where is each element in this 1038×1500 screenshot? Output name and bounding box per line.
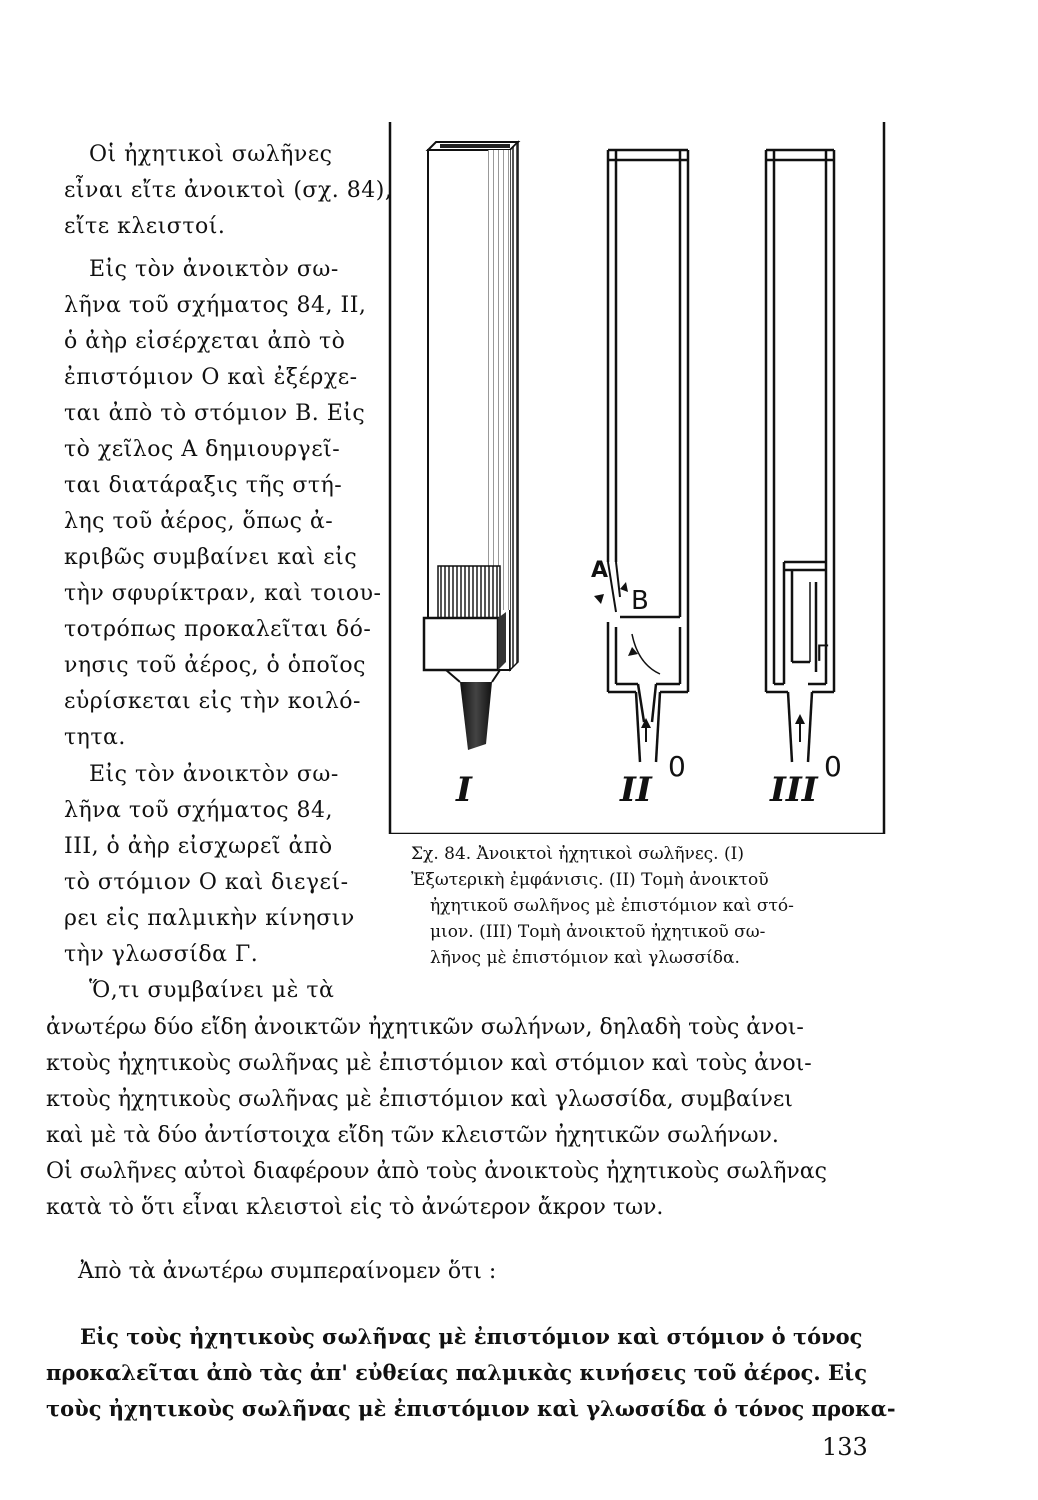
- pipe-2-section: [608, 150, 688, 762]
- label-b: B: [631, 586, 649, 616]
- text-line: τὴν σφυρίκτραν, καὶ τοιου-: [64, 581, 382, 606]
- text-line: λῆνα τοῦ σχήματος 84, II,: [64, 293, 367, 318]
- text-line: εἴτε κλειστοί.: [64, 214, 226, 239]
- text-line: ἀνωτέρω δύο εἴδη ἀνοικτῶν ἠχητικῶν σωλήνων, δηλαδὴ τοὺς ἀνοι-: [46, 1015, 804, 1040]
- label-a: A: [591, 558, 609, 583]
- text-line: κτοὺς ἠχητικοὺς σωλῆνας μὲ ἐπιστόμιον καὶ στόμιον καὶ τοὺς ἀνοι-: [46, 1051, 812, 1076]
- text-line: Οἱ ἠχητικοὶ σωλῆνες: [89, 142, 333, 167]
- left-column-text: [64, 140, 393, 1003]
- text-line: εἶναι εἴτε ἀνοικτοὶ (σχ. 84),: [64, 178, 393, 203]
- label-pipe-1: I: [456, 770, 472, 810]
- caption-line: Ἐξωτερικὴ ἐμφάνισις. (II) Τομὴ ἀνοικτοῦ: [411, 870, 769, 890]
- figure-84: [388, 122, 886, 834]
- text-line: τὴν γλωσσίδα Γ.: [64, 942, 259, 967]
- text-line: Εἰς τὸν ἀνοικτὸν σω-: [89, 257, 339, 282]
- text-line: Οἱ σωλῆνες αὐτοὶ διαφέρουν ἀπὸ τοὺς ἀνοικτοὺς ἠχητικοὺς σωλῆνας: [46, 1159, 827, 1184]
- text-line: λης τοῦ ἀέρος, ὅπως ἀ-: [64, 509, 334, 534]
- text-line: τὸ στόμιον Ο καὶ διεγεί-: [64, 870, 349, 895]
- label-g: Γ: [816, 642, 829, 667]
- caption-line: μιον. (III) Τομὴ ἀνοικτοῦ ἠχητικοῦ σω-: [430, 922, 766, 942]
- text-line: λῆνα τοῦ σχήματος 84,: [64, 798, 334, 823]
- text-line: ἐπιστόμιον Ο καὶ ἐξέρχε-: [64, 365, 358, 390]
- figure-caption: [388, 842, 868, 982]
- text-line: κτοὺς ἠχητικοὺς σωλῆνας μὲ ἐπιστόμιον καὶ γλωσσίδα, συμβαίνει: [46, 1087, 793, 1112]
- text-line: νησις τοῦ ἀέρος, ὁ ὁποῖος: [64, 653, 366, 678]
- text-line: ὁ ἀὴρ εἰσέρχεται ἀπὸ τὸ: [64, 329, 346, 354]
- pipe-1-exterior: [424, 142, 518, 750]
- text-line: Εἰς τὸν ἀνοικτὸν σω-: [89, 762, 339, 787]
- label-pipe-3: III: [770, 770, 818, 810]
- text-line: ρει εἰς παλμικὴν κίνησιν: [64, 906, 355, 931]
- text-line: κατὰ τὸ ὅτι εἶναι κλειστοὶ εἰς τὸ ἀνώτερον ἄκρον των.: [46, 1195, 664, 1220]
- caption-line: Σχ. 84. Ἀνοικτοὶ ἠχητικοὶ σωλῆνες. (I): [411, 844, 744, 864]
- label-o-pipe-2: 0: [668, 750, 686, 783]
- text-line: εὑρίσκεται εἰς τὴν κοιλό-: [64, 689, 361, 714]
- page-number: 133: [822, 1433, 868, 1461]
- label-pipe-2: II: [620, 770, 652, 810]
- text-line: Εἰς τοὺς ἠχητικοὺς σωλῆνας μὲ ἐπιστόμιον καὶ στόμιον ὁ τόνος: [80, 1324, 863, 1349]
- pipe-3-section: [766, 150, 834, 762]
- caption-line: ἠχητικοῦ σωλῆνος μὲ ἐπιστόμιον καὶ στό-: [430, 896, 794, 916]
- text-line: τὸ χεῖλος Α δημιουργεῖ-: [64, 437, 341, 462]
- conclusion-intro: Ἀπὸ τὰ ἀνωτέρω συμπεραίνομεν ὅτι :: [78, 1259, 497, 1284]
- text-line: προκαλεῖται ἀπὸ τὰς ἀπ' εὐθείας παλμικὰς κινήσεις τοῦ ἀέρος. Εἰς: [46, 1360, 868, 1385]
- text-line: τοὺς ἠχητικοὺς σωλῆνας μὲ ἐπιστόμιον καὶ γλωσσίδα ὁ τόνος προκα-: [46, 1396, 896, 1421]
- label-o-pipe-3: 0: [824, 750, 842, 783]
- text-line: τητα.: [64, 725, 126, 750]
- caption-line: λῆνος μὲ ἐπιστόμιον καὶ γλωσσίδα.: [430, 948, 740, 968]
- organ-pipe-diagram: [388, 122, 886, 834]
- text-line: κριβῶς συμβαίνει καὶ εἰς: [64, 545, 358, 570]
- text-line: καὶ μὲ τὰ δύο ἀντίστοιχα εἴδη τῶν κλειστῶν ἠχητικῶν σωλήνων.: [46, 1123, 779, 1148]
- text-line: Ὅ,τι συμβαίνει μὲ τὰ: [89, 978, 335, 1003]
- text-line: τοτρόπως προκαλεῖται δό-: [64, 617, 372, 642]
- text-line: ται διατάραξις τῆς στή-: [64, 473, 343, 498]
- text-line: III, ὁ ἀὴρ εἰσχωρεῖ ἀπὸ: [64, 834, 333, 859]
- text-line: ται ἀπὸ τὸ στόμιον Β. Εἰς: [64, 401, 366, 426]
